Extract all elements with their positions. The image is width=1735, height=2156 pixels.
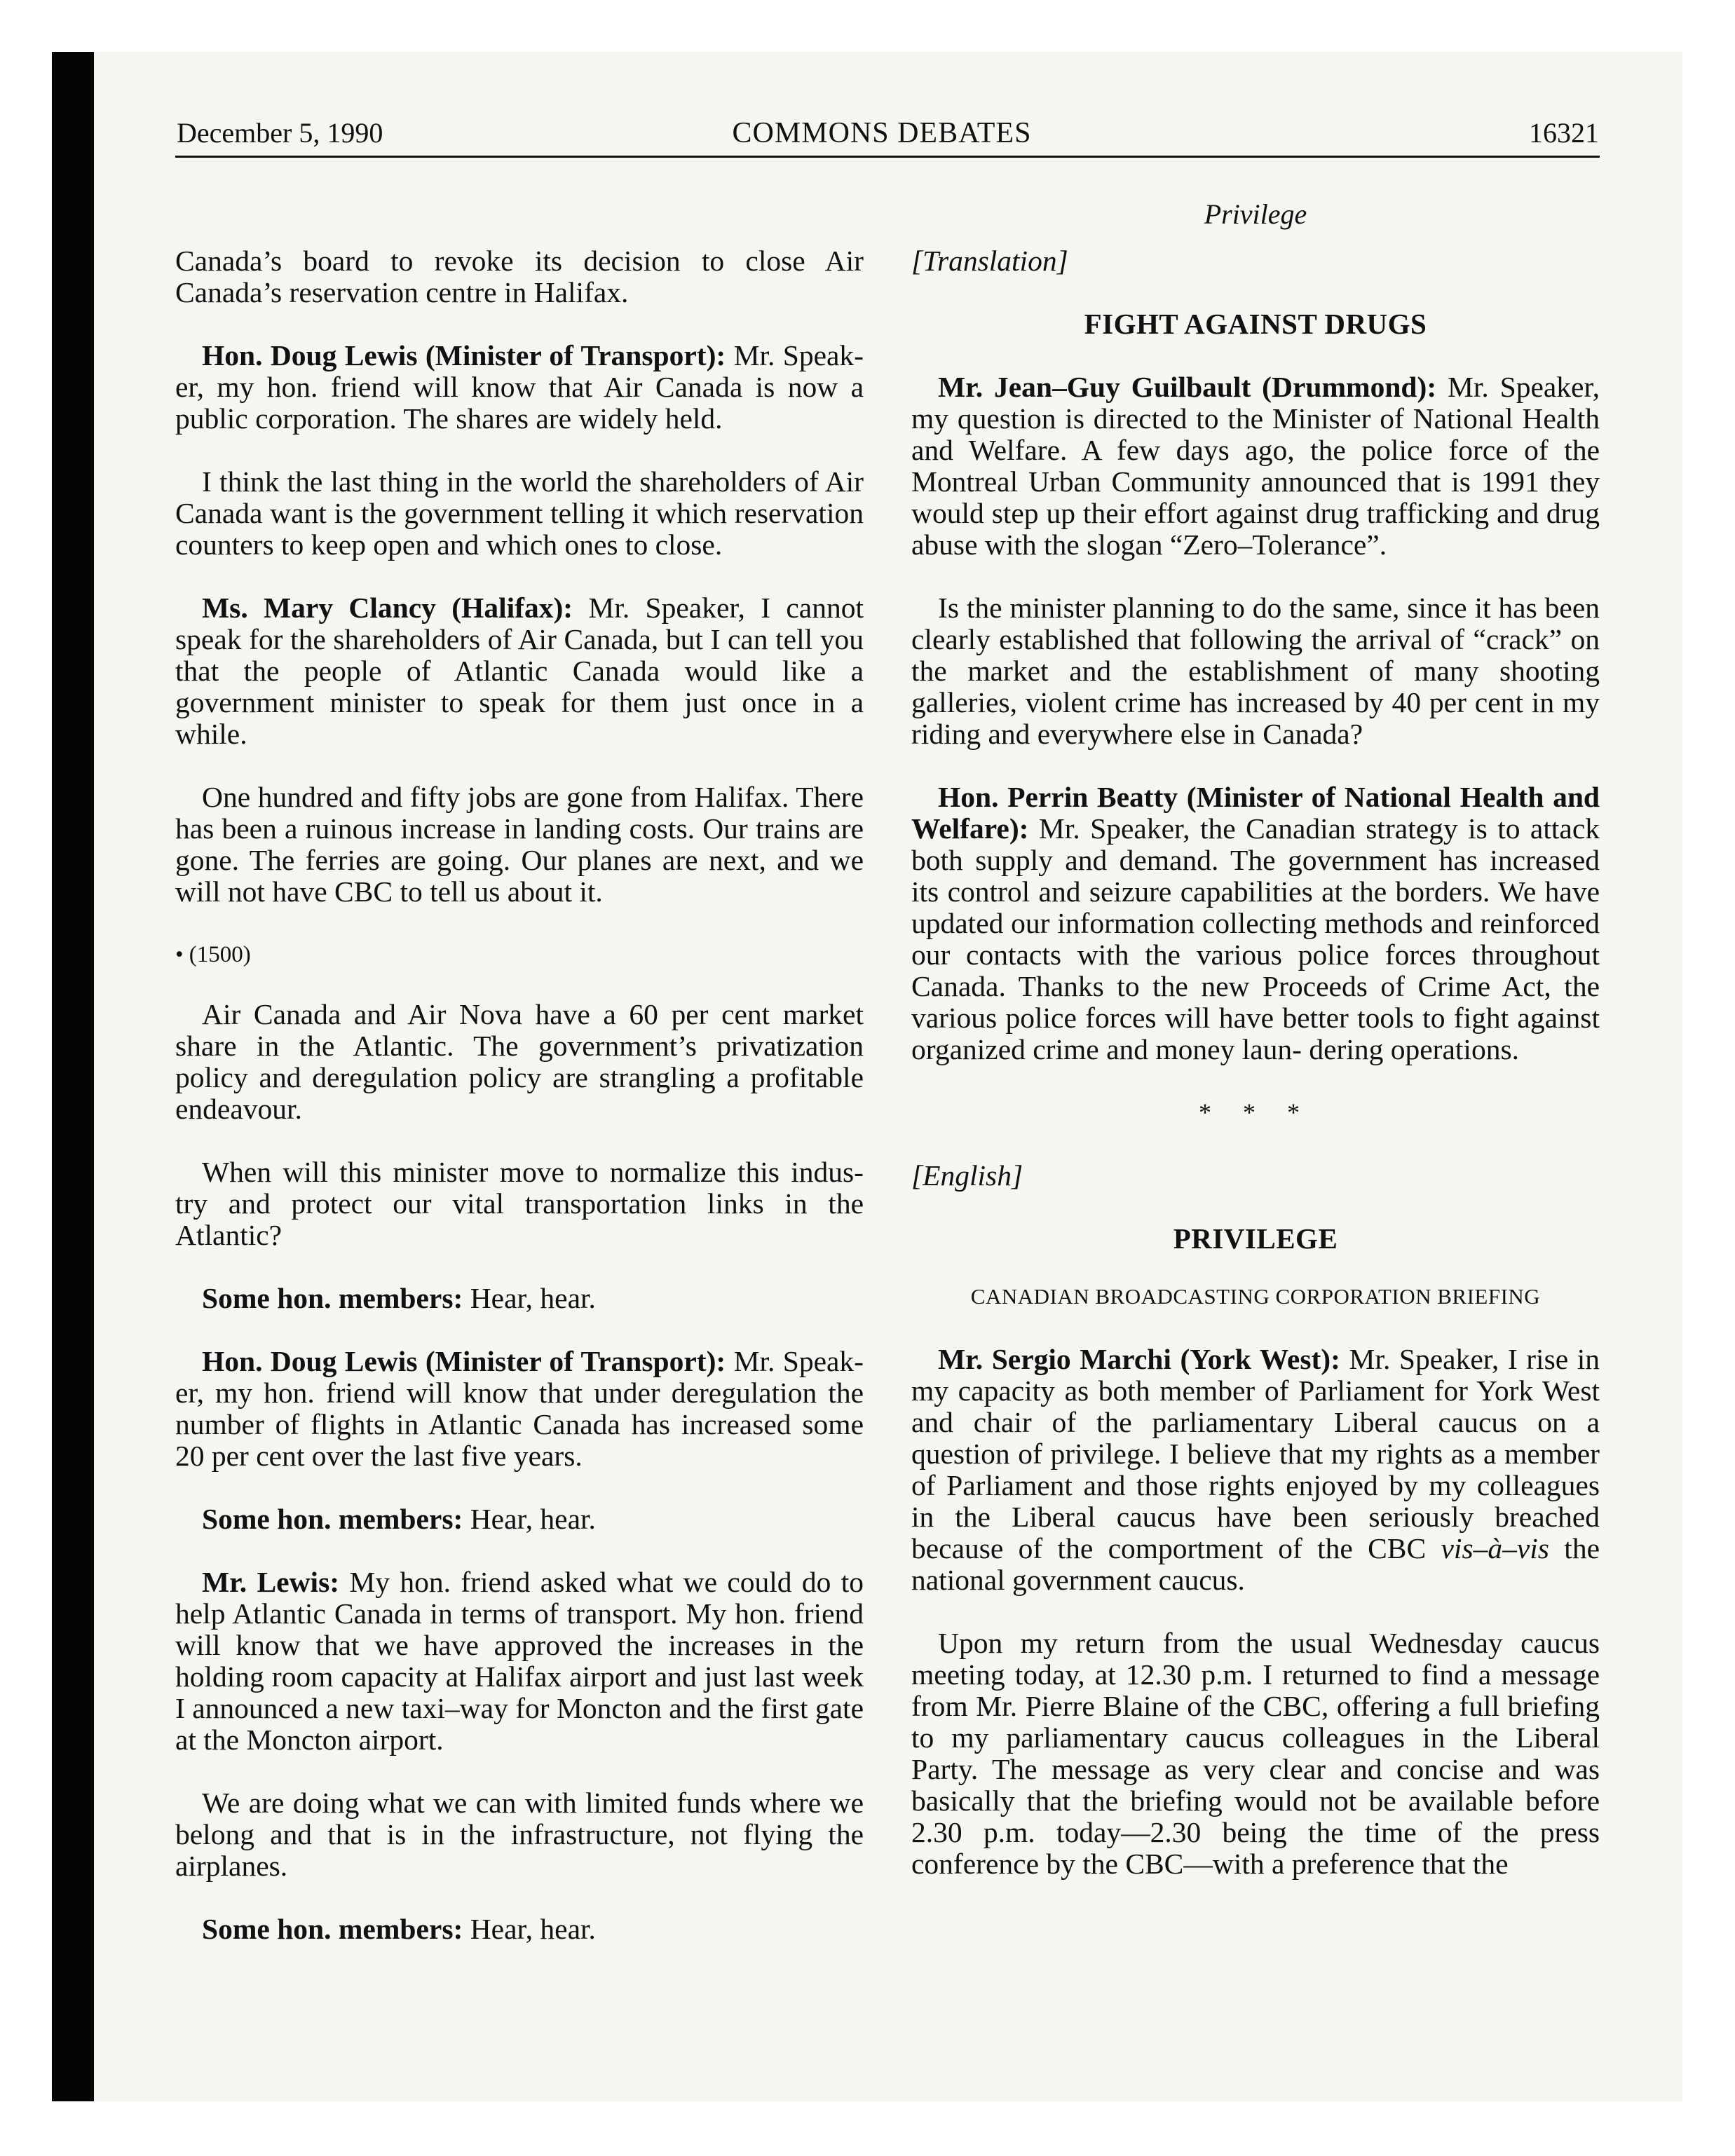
header-page-number: 16321 (1529, 117, 1599, 149)
speaker-name: Mr. Jean–Guy Guilbault (Drummond): (938, 371, 1437, 403)
paragraph: Canada’s board to revoke its decision to close Air Canada’s reservation centre in Halifax. (175, 245, 864, 308)
speech-paragraph (175, 340, 864, 435)
running-head: Privilege (1204, 198, 1307, 230)
speech-paragraph (175, 1283, 864, 1314)
speech-text: Mr. Speaker, the Canadian strategy is to attack both supply and demand. The government has increased its control and seizure capabilities at the borders. We have updated our information collecting methods and reinforced our contacts with the various police forces throughout Canada. Thanks to the new Proceeds of Crime Act, the various police forces will have better tools to fight against organized crime and money laun- dering operations. (911, 812, 1600, 1065)
speech-text: Mr. Speak- er, my hon. friend will know that under deregulation the number of flights in Atlantic Canada has increased some 20 per cent over the last five years. (175, 1345, 864, 1472)
english-label-text: [English] (911, 1159, 1023, 1192)
header-rule (175, 156, 1600, 158)
subheading-cbc: CANADIAN BROADCASTING CORPORATION BRIEFING (970, 1284, 1541, 1309)
paragraph: When will this minister move to normalize this indus- try and protect our vital transportation links in the Atlantic? (175, 1156, 864, 1251)
time-marker: • (1500) (175, 942, 251, 967)
speech-paragraph (175, 1567, 864, 1756)
paragraph: We are doing what we can with limited funds where we belong and that is in the infrastructure, not flying the airplanes. (175, 1787, 864, 1882)
section-heading-privilege: PRIVILEGE (1173, 1222, 1338, 1255)
binding-edge (52, 52, 94, 2101)
speaker-name: Some hon. members: (202, 1282, 463, 1314)
paragraph: I think the last thing in the world the shareholders of Air Canada want is the government telling it which reservation counters to keep open and which ones to close. (175, 465, 864, 561)
paragraph: One hundred and fifty jobs are gone from Halifax. There has been a ruinous increase in landing costs. Our trains are gone. The ferries are going. Our planes are next, and we will not have CBC to tell us about it. (175, 781, 864, 908)
right-column (911, 245, 1600, 1911)
speech-text: Hear, hear. (463, 1913, 596, 1945)
paragraph: Air Canada and Air Nova have a 60 per cent market share in the Atlantic. The government’s privatization policy and deregulation policy are strangling a profitable endeavour. (175, 998, 864, 1125)
speech-text: Mr. Speaker, my question is directed to the Minister of National Health and Welfare. A few days ago, the police force of the Montreal Urban Community announced that is 1991 they would step up their effort against drug trafficking and drug abuse with the slogan “Zero–Tolerance”. (911, 371, 1600, 561)
english-label (911, 1160, 1600, 1192)
speaker-name: Hon. Doug Lewis (Minister of Transport): (202, 339, 726, 371)
speaker-name: Mr. Lewis: (202, 1566, 340, 1598)
speaker-name: Some hon. members: (202, 1913, 463, 1945)
speech-text: Mr. Speaker, I rise in my capacity as both member of Parliament for York West and chair of the parliamentary Liberal caucus on a question of privilege. I believe that my rights as a member of Parliament and those rights enjoyed by my colleagues in the Liberal caucus have been seriously breached because of the comportment of the CBC (911, 1343, 1600, 1564)
speech-paragraph (175, 592, 864, 750)
speech-text: the national government caucus. (911, 1532, 1600, 1596)
speech-text: Mr. Speak- er, my hon. friend will know that Air Canada is now a public corporation. The shares are widely held. (175, 339, 864, 435)
speaker-name: Ms. Mary Clancy (Halifax): (202, 592, 573, 624)
speech-text: My hon. friend asked what we could do to help Atlantic Canada in terms of transport. My hon. friend will know that we have approved the increases in the holding room capacity at Halifax airport and just last week I announced a new taxi–way for Moncton and the first gate at the Moncton airport. (175, 1566, 864, 1756)
translation-label-text: [Translation] (911, 245, 1068, 277)
paragraph: Is the minister planning to do the same, since it has been clearly established that following the arrival of “crack” on the market and the establishment of many shooting galleries, violent crime has increased by 40 per cent in my riding and everywhere else in Canada? (911, 592, 1600, 750)
speech-paragraph (175, 1913, 864, 1945)
speech-paragraph (175, 1346, 864, 1472)
header-title: COMMONS DEBATES (732, 117, 1032, 149)
header-date: December 5, 1990 (177, 117, 383, 149)
speech-paragraph (175, 1503, 864, 1535)
speaker-name: Hon. Doug Lewis (Minister of Transport): (202, 1345, 726, 1377)
speech-paragraph (911, 782, 1600, 1065)
speech-text: Hear, hear. (463, 1282, 596, 1314)
speech-italic: vis–à–vis (1441, 1532, 1549, 1564)
speech-paragraph (911, 1344, 1600, 1596)
section-heading-drugs: FIGHT AGAINST DRUGS (1084, 308, 1427, 340)
left-column (175, 245, 864, 1977)
speaker-name: Hon. Perrin Beatty (Minister of National Health and Welfare): (911, 781, 1600, 845)
speech-paragraph (911, 371, 1600, 561)
paragraph: Upon my return from the usual Wednesday caucus meeting today, at 12.30 p.m. I returned to find a message from Mr. Pierre Blaine of the CBC, offering a full briefing to my parliamentary caucus colleagues in the Liberal Party. The message as very clear and concise and was basically that the briefing would not be available before 2.30 p.m. today—2.30 being the time of the press conference by the CBC—with a preference that the (911, 1627, 1600, 1880)
section-separator: * * * (1199, 1098, 1312, 1126)
speaker-name: Mr. Sergio Marchi (York West): (938, 1343, 1340, 1375)
speaker-name: Some hon. members: (202, 1503, 463, 1535)
speech-text: Hear, hear. (463, 1503, 596, 1535)
speech-text: Mr. Speaker, I cannot speak for the shareholders of Air Canada, but I can tell you that the people of Atlantic Canada would like a government minister to speak for them just once in a while. (175, 592, 864, 750)
translation-label (911, 245, 1600, 277)
